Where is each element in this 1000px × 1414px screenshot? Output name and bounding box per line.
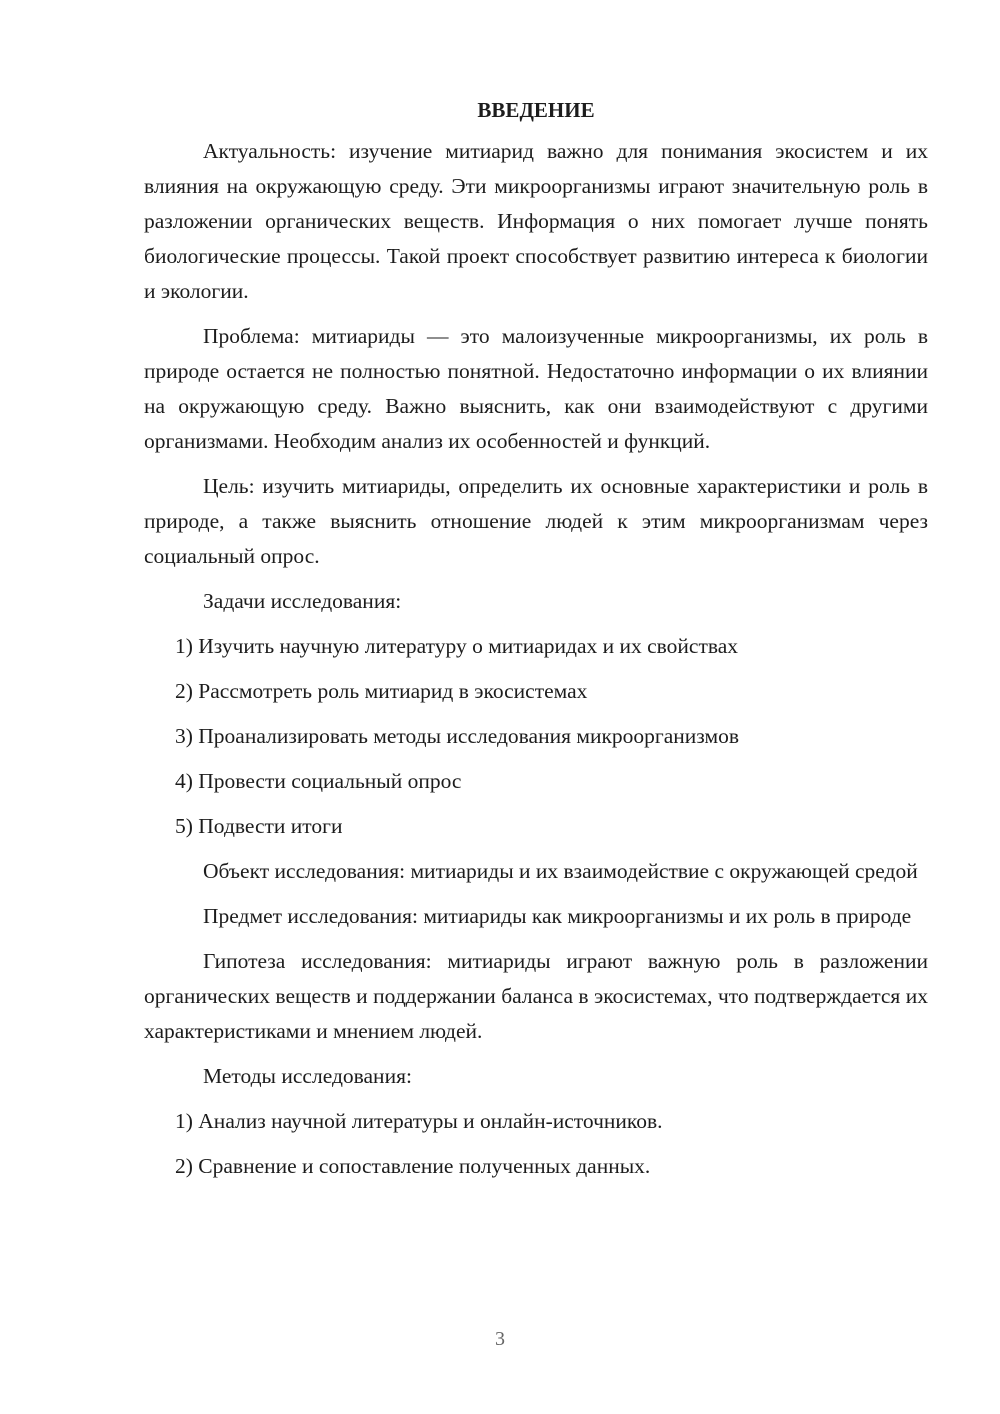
problem-paragraph: Проблема: митиариды — это малоизученные микроорганизмы, их роль в природе остается не полностью понятной. Недостаточно информации о их влиянии на окружающую среду. Важно выяснить, как они взаимодействуют с другими организмами. Необходим анализ их особенностей и функций. [144, 324, 928, 453]
goal-paragraph: Цель: изучить митиариды, определить их основные характеристики и роль в природе, а также выяснить отношение людей к этим микроорганизмам через социальный опрос. [144, 474, 928, 568]
methods-label: Методы исследования: [203, 1064, 412, 1088]
tasks-label: Задачи исследования: [203, 589, 402, 613]
subject-paragraph: Предмет исследования: митиариды как микроорганизмы и их роль в природе [203, 904, 912, 928]
task-item: 1) Изучить научную литературу о митиаридах и их свойствах [175, 634, 739, 658]
page-title: ВВЕДЕНИЕ [477, 98, 595, 122]
task-item: 3) Проанализировать методы исследования микроорганизмов [175, 724, 739, 748]
object-paragraph: Объект исследования: митиариды и их взаимодействие с окружающей средой [203, 859, 918, 883]
document-page [144, 96, 928, 1194]
method-item: 2) Сравнение и сопоставление полученных данных. [175, 1154, 651, 1178]
task-item: 5) Подвести итоги [175, 814, 343, 838]
relevance-paragraph: Актуальность: изучение митиарид важно для понимания экосистем и их влияния на окружающую среду. Эти микроорганизмы играют значительную роль в разложении органических веществ. Информация о них помогает лучше понять биологические процессы. Такой проект способствует развитию интереса к биологии и экологии. [144, 139, 928, 303]
hypothesis-paragraph: Гипотеза исследования: митиариды играют важную роль в разложении органических веществ и поддержании баланса в экосистемах, что подтверждается их характеристиками и мнением людей. [144, 949, 928, 1043]
page-number: 3 [495, 1328, 505, 1350]
method-item: 1) Анализ научной литературы и онлайн-источников. [175, 1109, 663, 1133]
task-item: 4) Провести социальный опрос [175, 769, 462, 793]
task-item: 2) Рассмотреть роль митиарид в экосистемах [175, 679, 588, 703]
